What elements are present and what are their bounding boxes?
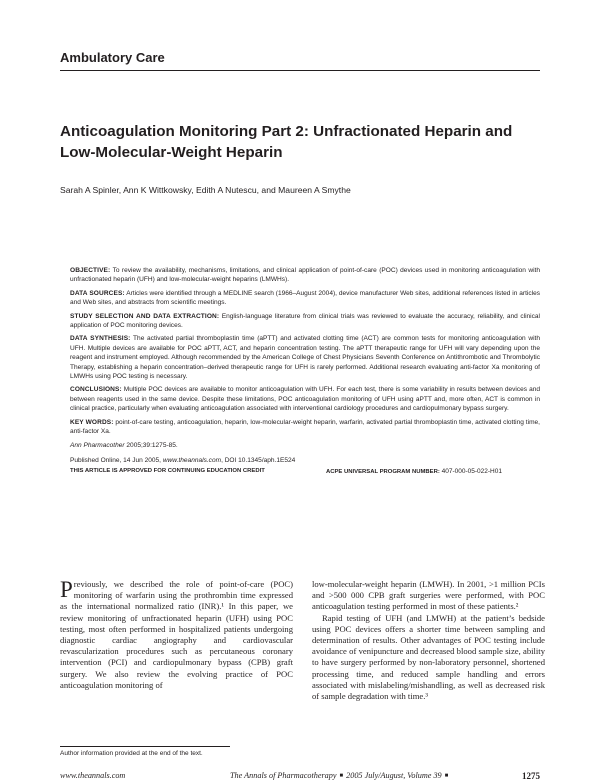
abstract [70, 266, 540, 477]
data-sources-label: DATA SOURCES: [70, 289, 125, 297]
published-prefix: Published Online, 14 Jun 2005, [70, 456, 163, 464]
body-column-left [60, 579, 293, 691]
abstract-study-selection [70, 312, 540, 331]
objective-text: To review the availability, mechanisms, limitations, and clinical application of point-of-care (POC) devices used in monitoring anticoagulation with unfractionated heparin (UFH) and low-molecular-weight heparins (LMWHs). [70, 267, 540, 284]
published-doi: , DOI 10.1345/aph.1E524 [221, 456, 296, 464]
body-column-right [312, 579, 545, 702]
citation-journal: Ann Pharmacother [70, 441, 125, 449]
author-list: Sarah A Spinler, Ann K Wittkowsky, Edith A Nutescu, and Maureen A Smythe [60, 185, 351, 195]
body-paragraph: low-molecular-weight heparin (LMWH). In 2001, >1 million PCIs and >500 000 CPB graft surgeries were performed, with POC anticoagulation testing performed in most of these patients.² [312, 579, 545, 612]
data-sources-text: Articles were identified through a MEDLINE search (1966–August 2004), device manufacturer Web sites, additional references listed in articles and Web sites, and abstracts from scientific meetings. [70, 289, 540, 307]
body-paragraph: Rapid testing of UFH (and LMWH) at the patient’s bedside using POC devices offers a shorter time between sampling and determination of results. Other advantages of POC testing include avoidance of venipuncture and decreased blood sample size, ability to have surgery performed by non-laboratory personnel, shortened processing time, and reduced sample handling and errors associated with mislabeling/mishandling, as well as decreased risk of sample degradation with time.³ [312, 612, 545, 702]
abstract-data-synthesis [70, 334, 540, 381]
published-online [70, 456, 540, 465]
footnote: Author information provided at the end of the text. [60, 750, 203, 757]
body-paragraph-text: reviously, we described the role of point-of-care (POC) monitoring of warfarin using the prothrombin time expressed as the international normalized ratio (INR).¹ In this paper, we review monitoring of unfractionated heparin (UFH) using POC testing, most often performed in hospitalized patients undergoing diagnostic cardiac angiography and cardiovascular revascularization procedures such as percutaneous coronary intervention (PCI) and cardiopulmonary bypass (CPB) graft surgery. We also review the evolving practice of POC anticoagulation monitoring of [60, 579, 293, 690]
study-selection-label: STUDY SELECTION AND DATA EXTRACTION: [70, 312, 220, 320]
objective-label: OBJECTIVE: [70, 267, 111, 274]
ceu-approval-text: THIS ARTICLE IS APPROVED FOR CONTINUING EDUCATION CREDIT [70, 468, 265, 475]
page-number: 1275 [522, 771, 540, 781]
footer-website-link[interactable]: www.theannals.com [60, 771, 126, 780]
published-url-link[interactable]: www.theannals.com [162, 456, 222, 464]
acpe-program-number: 407-000-05-022-H01 [439, 468, 502, 476]
conclusions-text: Multiple POC devices are available to monitor anticoagulation with UFH. For each test, there is some variability in results between devices and between reagents used in the same device. Despite these limitations, POC anticoagulation monitoring of UFH using aPTT and, more often, ACT is common in clinical practice, particularly when evaluating anticoagulation associated with interventional cardiology procedures and cardiopulmonary bypass surgery. [70, 386, 540, 413]
footer-separator-icon: ■ [339, 773, 344, 779]
acpe-program [326, 467, 502, 477]
footer-separator-icon: ■ [444, 773, 449, 779]
citation [70, 441, 540, 450]
data-synthesis-text: The activated partial thromboplastin time (aPTT) and activated clotting time (ACT) are common tests for monitoring anticoagulation with UFH. Multiple devices are available for POC aPTT, ACT, and heparin concentration testing. The aPTT therapeutic range for UFH will vary depending upon the reagent and instrument employed. Although recommended by the American College of Chest Physicians Seventh Conference on Antithrombotic and Thrombolytic Therapy, establishing a heparin concentration–derived therapeutic range for UFH is rarely performed. Additional research evaluating anti-factor Xa monitoring of LMWHs using POC testing is necessary. [70, 335, 541, 381]
citation-detail: 2005;39:1275-85. [124, 441, 178, 449]
abstract-objective [70, 266, 540, 285]
article-title: Anticoagulation Monitoring Part 2: Unfractionated Heparin and Low-Molecular-Weight Heparin [60, 123, 513, 161]
section-label: Ambulatory Care [60, 50, 165, 65]
abstract-conclusions [70, 385, 540, 413]
footer-journal: The Annals of Pharmacotherapy [230, 771, 337, 780]
footer-issue: 2005 July/August, Volume 39 [346, 771, 442, 780]
data-synthesis-label: DATA SYNTHESIS: [70, 335, 131, 343]
acpe-program-label: ACPE UNIVERSAL PROGRAM NUMBER: [326, 469, 440, 476]
abstract-data-sources [70, 289, 540, 308]
key-words-label: KEY WORDS: [70, 418, 114, 426]
conclusions-label: CONCLUSIONS: [70, 386, 122, 394]
ceu-credit-row [70, 467, 540, 477]
abstract-key-words [70, 418, 540, 437]
footnote-rule [60, 746, 230, 747]
study-selection-text: English-language literature from clinical trials was reviewed to evaluate the accuracy, reliability, and clinical application of POC monitoring devices. [70, 312, 540, 330]
header-rule [60, 70, 540, 71]
key-words-text: point-of-care testing, anticoagulation, heparin, low-molecular-weight heparin, warfarin, activated partial thromboplastin time, activated clotting time, anti-factor Xa. [70, 418, 540, 436]
body-paragraph [60, 579, 293, 691]
drop-cap: P [60, 577, 73, 602]
